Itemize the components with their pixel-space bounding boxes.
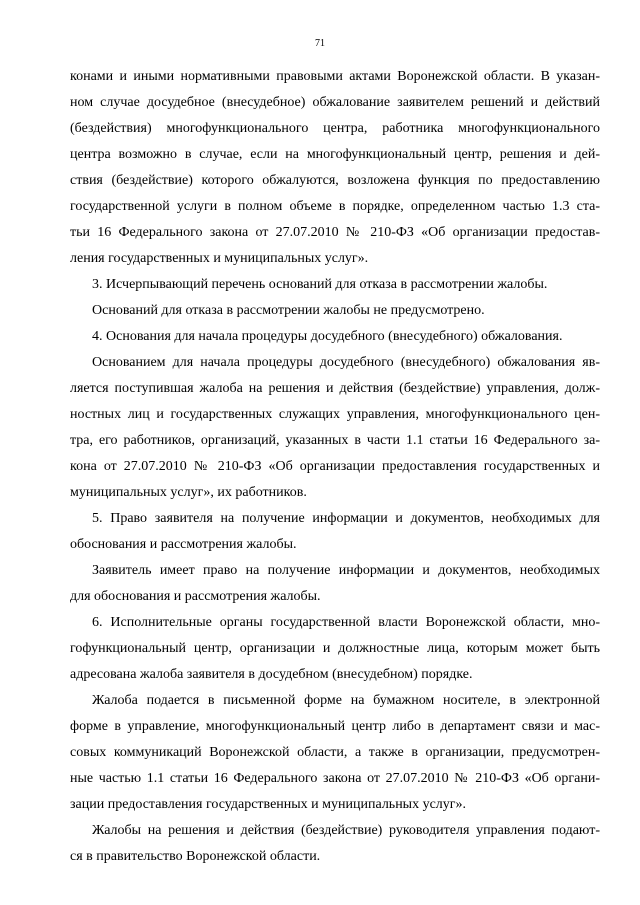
text-line: 3. Исчерпывающий перечень оснований для отказа в рассмотрении жалобы.: [92, 277, 548, 292]
text-line: гофункциональный центр, организации и должностные лица, которым может быть: [70, 641, 600, 656]
text-line: адресована жалоба заявителя в досудебном (внесудебном) порядке.: [70, 667, 473, 682]
text-line: государственной услуги в полном объеме в порядке, определенном частью 1.3 ста-: [70, 199, 600, 214]
text-line: совых коммуникаций Воронежской области, а также в организации, предусмотрен-: [70, 745, 600, 760]
text-line: Оснований для отказа в рассмотрении жалобы не предусмотрено.: [92, 303, 485, 318]
text-line: Основанием для начала процедуры досудебного (внесудебного) обжалования яв-: [92, 355, 600, 370]
text-line: Заявитель имеет право на получение информации и документов, необходимых: [92, 563, 600, 578]
text-line: ляется поступившая жалоба на решения и действия (бездействие) управления, долж-: [70, 381, 600, 396]
text-line: ном случае досудебное (внесудебное) обжалование заявителем решений и действий: [70, 95, 600, 110]
text-line: форме в управление, многофункциональный центр либо в департамент связи и мас-: [70, 719, 600, 734]
text-line: конами и иными нормативными правовыми актами Воронежской области. В указан-: [70, 69, 600, 84]
text-line: (бездействия) многофункционального центра, работника многофункционального: [70, 121, 600, 136]
text-line: тра, его работников, организаций, указанных в части 1.1 статьи 16 Федерального за-: [70, 433, 600, 448]
text-line: 5. Право заявителя на получение информации и документов, необходимых для: [92, 511, 600, 526]
text-line: ствия (бездействие) которого обжалуются, возложена функция по предоставлению: [70, 173, 600, 188]
text-line: кона от 27.07.2010 № 210-ФЗ «Об организации предоставления государственных и: [70, 459, 600, 474]
text-line: 4. Основания для начала процедуры досудебного (внесудебного) обжалования.: [92, 329, 563, 344]
text-line: Жалобы на решения и действия (бездействие) руководителя управления подают-: [92, 823, 600, 838]
text-line: обоснования и рассмотрения жалобы.: [70, 537, 297, 552]
page-number: 71: [315, 38, 325, 49]
document-body: [70, 64, 600, 870]
text-line: ные частью 1.1 статьи 16 Федерального закона от 27.07.2010 № 210-ФЗ «Об органи-: [70, 771, 600, 786]
text-line: Жалоба подается в письменной форме на бумажном носителе, в электронной: [92, 693, 600, 708]
text-line: ся в правительство Воронежской области.: [70, 849, 321, 864]
text-line: 6. Исполнительные органы государственной власти Воронежской области, мно-: [92, 615, 600, 630]
text-line: муниципальных услуг», их работников.: [70, 485, 307, 500]
text-line: зации предоставления государственных и муниципальных услуг».: [70, 797, 467, 812]
text-line: тьи 16 Федерального закона от 27.07.2010 № 210-ФЗ «Об организации предостав-: [70, 225, 600, 240]
text-line: для обоснования и рассмотрения жалобы.: [70, 589, 321, 604]
text-line: ления государственных и муниципальных услуг».: [70, 251, 369, 266]
text-line: центра возможно в случае, если на многофункциональный центр, решения и дей-: [70, 147, 600, 162]
text-line: ностных лиц и государственных служащих управления, многофункционального цен-: [70, 407, 600, 422]
